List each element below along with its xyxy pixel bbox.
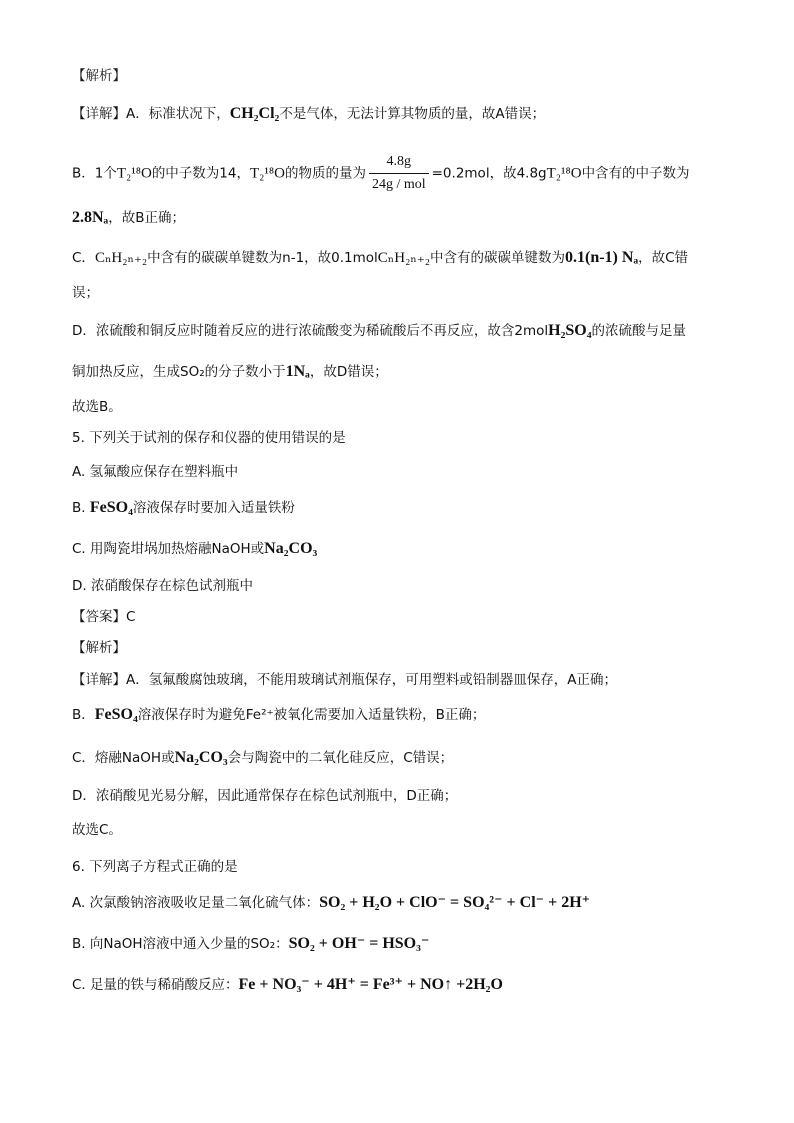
q5-option-b: B. FeSO₄溶液保存时要加入适量铁粉 <box>72 499 295 516</box>
analysis-heading: 【解析】 <box>72 68 126 84</box>
q4-detail-b-line2: 2.8Nₐ，故B正确； <box>72 209 185 226</box>
q5-stem: 5. 下列关于试剂的保存和仪器的使用错误的是 <box>72 430 346 446</box>
molar-fraction: $\frac{4.8g}{\text{24g / mol}}$ <box>369 152 429 195</box>
q6-stem: 6. 下列离子方程式正确的是 <box>72 859 238 875</box>
q4-detail-d-line2: 铜加热反应，生成SO₂的分子数小于1Nₐ，故D错误； <box>72 363 388 380</box>
q4-choose: 故选B。 <box>72 399 122 415</box>
q6-option-c: C. 足量的铁与稀硝酸反应：Fe + NO₃⁻ + 4H⁺ = Fe³⁺ + NO↑ +2H₂O <box>72 976 503 993</box>
q4-detail-b-line1: B．1个T₂¹⁸O的中子数为14，T₂¹⁸O的物质的量为 $\frac{4.8g}{\text{24g / mol}}$ =0.2mol，故4.8gT₂¹⁸O中含有的中子数为 <box>72 152 690 195</box>
q5-answer: 【答案】C <box>72 609 136 625</box>
q5-detail-a: 【详解】A．氢氟酸腐蚀玻璃，不能用玻璃试剂瓶保存，可用塑料或铅制器皿保存，A正确； <box>72 672 617 688</box>
q4-detail-d-line1: D．浓硫酸和铜反应时随着反应的进行浓硫酸变为稀硫酸后不再反应，故含2molH₂SO₄的浓硫酸与足量 <box>72 322 687 339</box>
q5-option-d: D. 浓硝酸保存在棕色试剂瓶中 <box>72 578 253 594</box>
q5-option-a: A. 氢氟酸应保存在塑料瓶中 <box>72 464 239 480</box>
q4-detail-c-line1: C．CₙH₂ₙ₊₂中含有的碳碳单键数为n-1，故0.1molCₙH₂ₙ₊₂中含有的碳碳单键数为0.1(n-1) Nₐ，故C错 <box>72 249 689 266</box>
q5-detail-b: B．FeSO₄溶液保存时为避免Fe²⁺被氧化需要加入适量铁粉，B正确； <box>72 706 486 723</box>
q4-detail-a: 【详解】A．标准状况下，CH₂Cl₂不是气体，无法计算其物质的量，故A错误； <box>72 105 546 122</box>
q5-detail-d: D．浓硝酸见光易分解，因此通常保存在棕色试剂瓶中，D正确； <box>72 788 458 804</box>
q5-option-c: C. 用陶瓷坩埚加热熔融NaOH或Na₂CO₃ <box>72 540 318 557</box>
q4-detail-c-line2: 误； <box>72 285 99 301</box>
q5-choose: 故选C。 <box>72 822 122 838</box>
q5-detail-c: C．熔融NaOH或Na₂CO₃会与陶瓷中的二氧化硅反应，C错误； <box>72 749 454 766</box>
q5-analysis-heading: 【解析】 <box>72 640 126 656</box>
q6-option-b: B. 向NaOH溶液中通入少量的SO₂：SO₂ + OH⁻ = HSO₃⁻ <box>72 935 430 952</box>
q6-option-a: A. 次氯酸钠溶液吸收足量二氧化硫气体：SO₂ + H₂O + ClO⁻ = SO₄²⁻ + Cl⁻ + 2H⁺ <box>72 894 591 911</box>
